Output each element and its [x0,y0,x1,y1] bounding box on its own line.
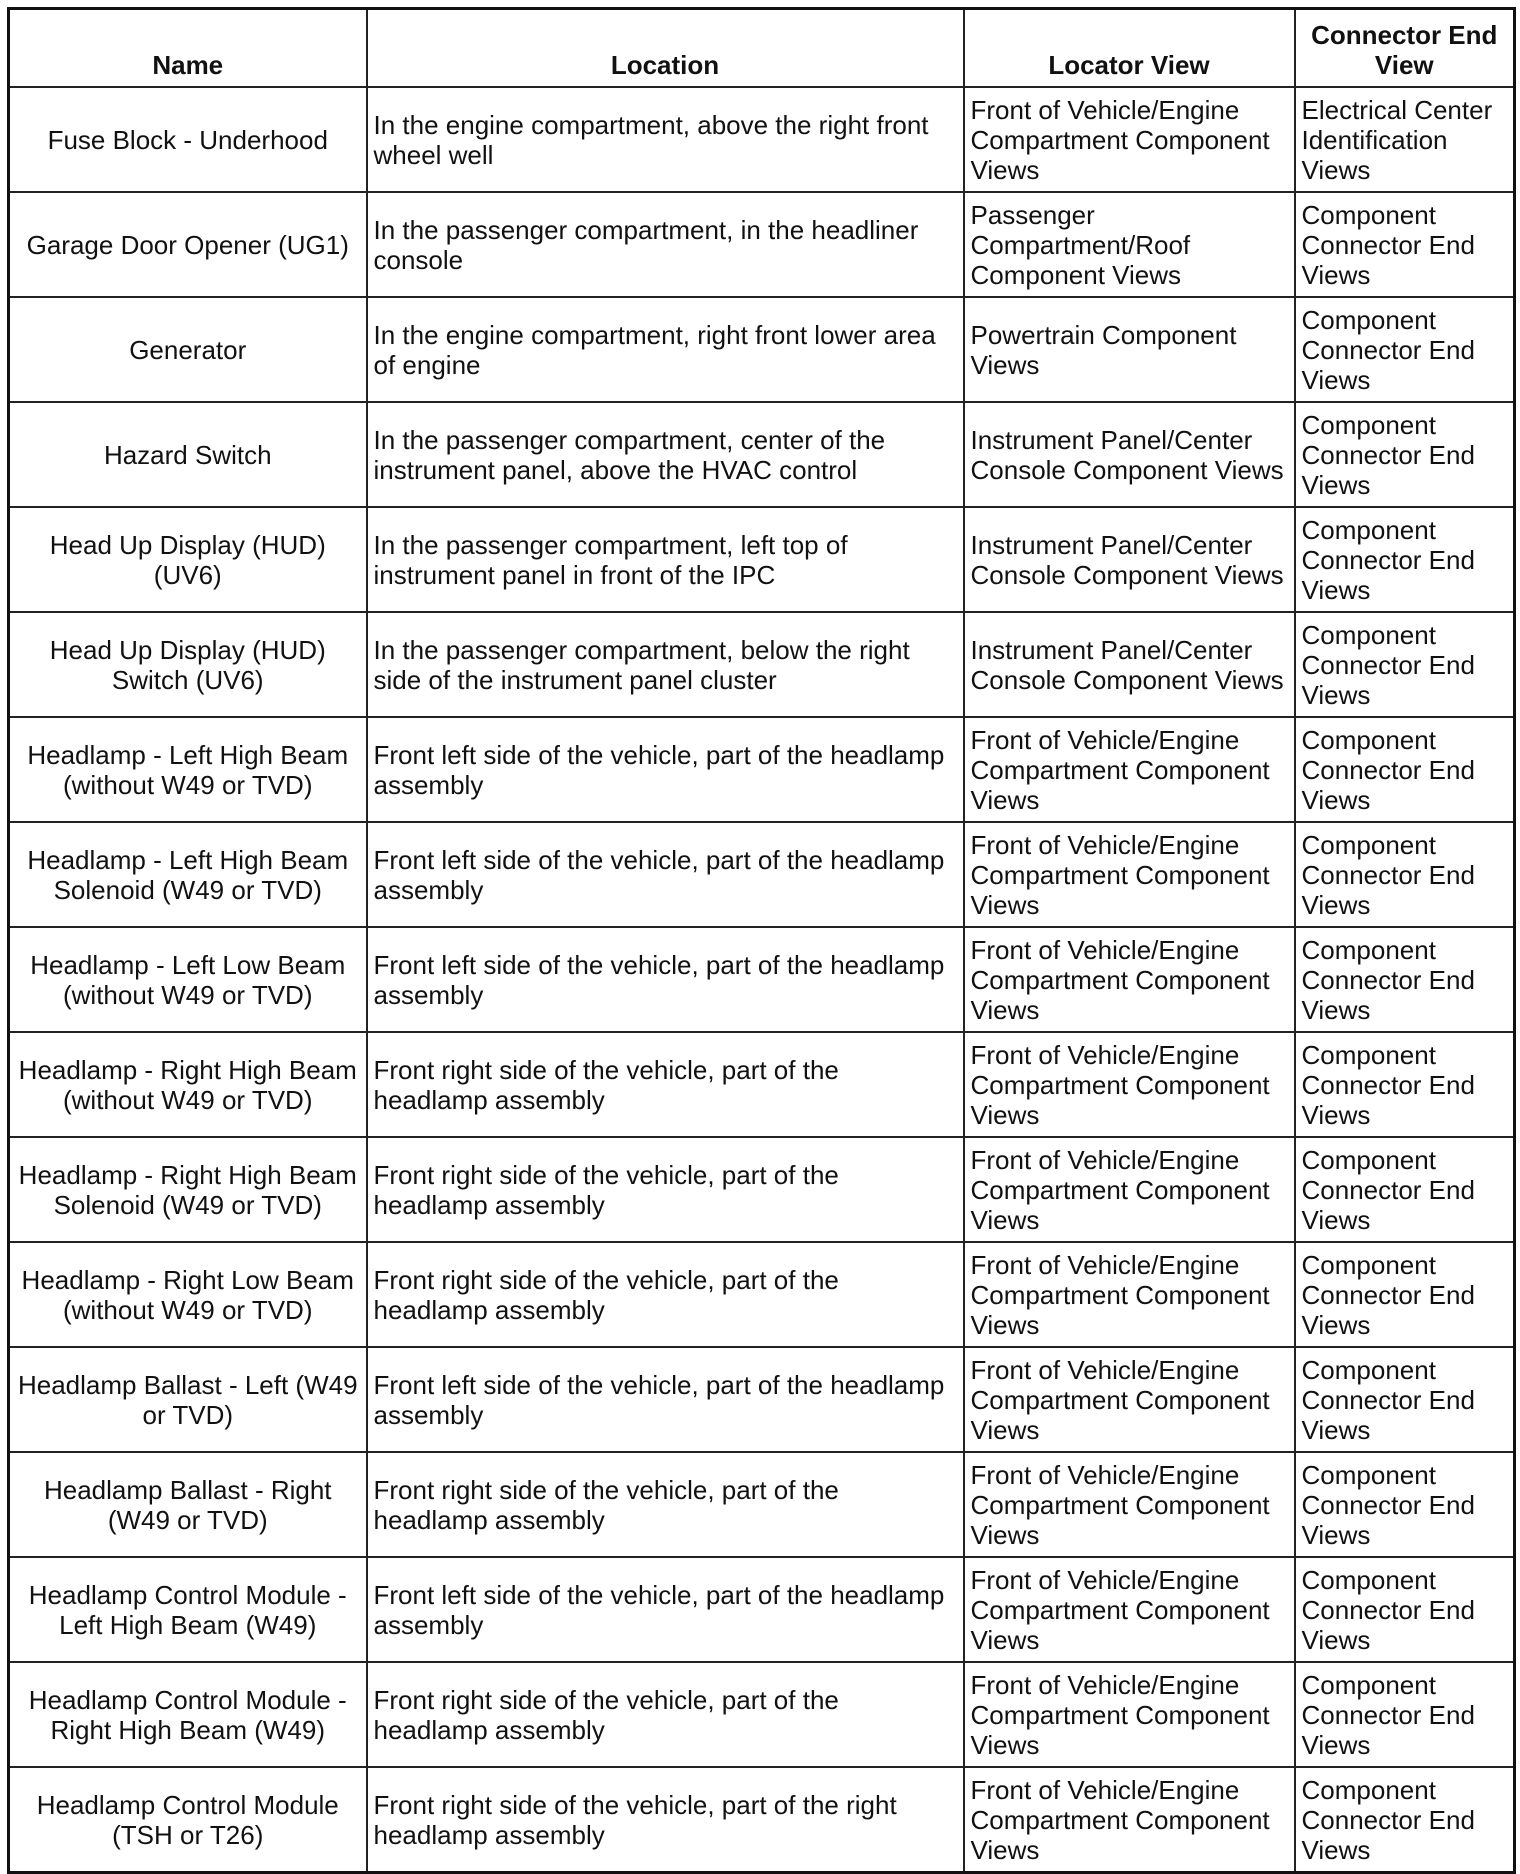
cell-location: Front right side of the vehicle, part of the headlamp assembly [367,1032,964,1137]
cell-name: Headlamp - Right High Beam (without W49 or TVD) [9,1032,367,1137]
cell-locator-view: Front of Vehicle/Engine Compartment Component Views [964,717,1295,822]
table-row [9,717,1515,822]
cell-location: In the engine compartment, above the right front wheel well [367,87,964,192]
cell-locator-view: Front of Vehicle/Engine Compartment Component Views [964,1452,1295,1557]
cell-connector-end-view: Component Connector End Views [1295,1032,1515,1137]
cell-location: In the passenger compartment, in the headliner console [367,192,964,297]
header-name: Name [9,9,367,88]
cell-location: Front right side of the vehicle, part of the headlamp assembly [367,1137,964,1242]
cell-connector-end-view: Component Connector End Views [1295,1557,1515,1662]
cell-name: Headlamp - Left Low Beam (without W49 or TVD) [9,927,367,1032]
cell-name: Head Up Display (HUD) Switch (UV6) [9,612,367,717]
table-row [9,297,1515,402]
cell-connector-end-view: Component Connector End Views [1295,507,1515,612]
cell-locator-view: Front of Vehicle/Engine Compartment Component Views [964,1032,1295,1137]
cell-location: In the passenger compartment, left top of instrument panel in front of the IPC [367,507,964,612]
cell-locator-view: Front of Vehicle/Engine Compartment Component Views [964,927,1295,1032]
cell-locator-view: Instrument Panel/Center Console Component Views [964,612,1295,717]
cell-connector-end-view: Component Connector End Views [1295,612,1515,717]
cell-locator-view: Instrument Panel/Center Console Component Views [964,507,1295,612]
cell-location: Front right side of the vehicle, part of the right headlamp assembly [367,1767,964,1873]
cell-locator-view: Front of Vehicle/Engine Compartment Component Views [964,1557,1295,1662]
cell-connector-end-view: Component Connector End Views [1295,1137,1515,1242]
component-locator-table [7,7,1516,1874]
cell-locator-view: Passenger Compartment/Roof Component Views [964,192,1295,297]
cell-location: Front right side of the vehicle, part of the headlamp assembly [367,1452,964,1557]
cell-name: Headlamp - Right High Beam Solenoid (W49 or TVD) [9,1137,367,1242]
cell-location: Front left side of the vehicle, part of the headlamp assembly [367,1557,964,1662]
table-row [9,1557,1515,1662]
cell-locator-view: Front of Vehicle/Engine Compartment Component Views [964,1767,1295,1873]
table-row [9,822,1515,927]
cell-connector-end-view: Component Connector End Views [1295,717,1515,822]
table-row [9,1347,1515,1452]
table-row [9,87,1515,192]
table-row [9,1032,1515,1137]
table-row [9,1767,1515,1873]
cell-name: Hazard Switch [9,402,367,507]
cell-name: Head Up Display (HUD) (UV6) [9,507,367,612]
cell-name: Headlamp - Left High Beam (without W49 or TVD) [9,717,367,822]
header-row [9,9,1515,88]
cell-name: Headlamp Control Module (TSH or T26) [9,1767,367,1873]
header-locator-view: Locator View [964,9,1295,88]
table-body [9,87,1515,1873]
cell-connector-end-view: Component Connector End Views [1295,927,1515,1032]
table-row [9,1662,1515,1767]
cell-location: In the engine compartment, right front lower area of engine [367,297,964,402]
cell-connector-end-view: Component Connector End Views [1295,402,1515,507]
cell-connector-end-view: Component Connector End Views [1295,822,1515,927]
cell-location: Front left side of the vehicle, part of the headlamp assembly [367,1347,964,1452]
table-row [9,507,1515,612]
table-row [9,927,1515,1032]
cell-connector-end-view: Component Connector End Views [1295,1242,1515,1347]
cell-connector-end-view: Electrical Center Identification Views [1295,87,1515,192]
header-location: Location [367,9,964,88]
cell-location: Front left side of the vehicle, part of the headlamp assembly [367,717,964,822]
table-row [9,402,1515,507]
cell-name: Headlamp - Right Low Beam (without W49 or TVD) [9,1242,367,1347]
cell-location: Front right side of the vehicle, part of the headlamp assembly [367,1662,964,1767]
cell-connector-end-view: Component Connector End Views [1295,1662,1515,1767]
table-row [9,192,1515,297]
cell-locator-view: Front of Vehicle/Engine Compartment Component Views [964,1137,1295,1242]
cell-locator-view: Front of Vehicle/Engine Compartment Component Views [964,87,1295,192]
header-connector-end-view: Connector End View [1295,9,1515,88]
table-header [9,9,1515,88]
cell-locator-view: Instrument Panel/Center Console Component Views [964,402,1295,507]
table-row [9,612,1515,717]
cell-connector-end-view: Component Connector End Views [1295,192,1515,297]
cell-locator-view: Front of Vehicle/Engine Compartment Component Views [964,1662,1295,1767]
cell-location: In the passenger compartment, below the right side of the instrument panel cluster [367,612,964,717]
table-row [9,1452,1515,1557]
cell-location: Front left side of the vehicle, part of the headlamp assembly [367,822,964,927]
cell-name: Headlamp - Left High Beam Solenoid (W49 or TVD) [9,822,367,927]
cell-locator-view: Powertrain Component Views [964,297,1295,402]
cell-connector-end-view: Component Connector End Views [1295,1347,1515,1452]
table-row [9,1137,1515,1242]
cell-connector-end-view: Component Connector End Views [1295,1767,1515,1873]
cell-name: Headlamp Ballast - Left (W49 or TVD) [9,1347,367,1452]
cell-location: Front left side of the vehicle, part of the headlamp assembly [367,927,964,1032]
cell-name: Generator [9,297,367,402]
cell-locator-view: Front of Vehicle/Engine Compartment Component Views [964,1347,1295,1452]
table-row [9,1242,1515,1347]
cell-name: Headlamp Control Module - Right High Beam (W49) [9,1662,367,1767]
cell-location: In the passenger compartment, center of the instrument panel, above the HVAC control [367,402,964,507]
cell-name: Headlamp Ballast - Right (W49 or TVD) [9,1452,367,1557]
cell-name: Fuse Block - Underhood [9,87,367,192]
cell-name: Garage Door Opener (UG1) [9,192,367,297]
cell-name: Headlamp Control Module - Left High Beam (W49) [9,1557,367,1662]
cell-location: Front right side of the vehicle, part of the headlamp assembly [367,1242,964,1347]
cell-locator-view: Front of Vehicle/Engine Compartment Component Views [964,822,1295,927]
cell-connector-end-view: Component Connector End Views [1295,1452,1515,1557]
cell-locator-view: Front of Vehicle/Engine Compartment Component Views [964,1242,1295,1347]
cell-connector-end-view: Component Connector End Views [1295,297,1515,402]
